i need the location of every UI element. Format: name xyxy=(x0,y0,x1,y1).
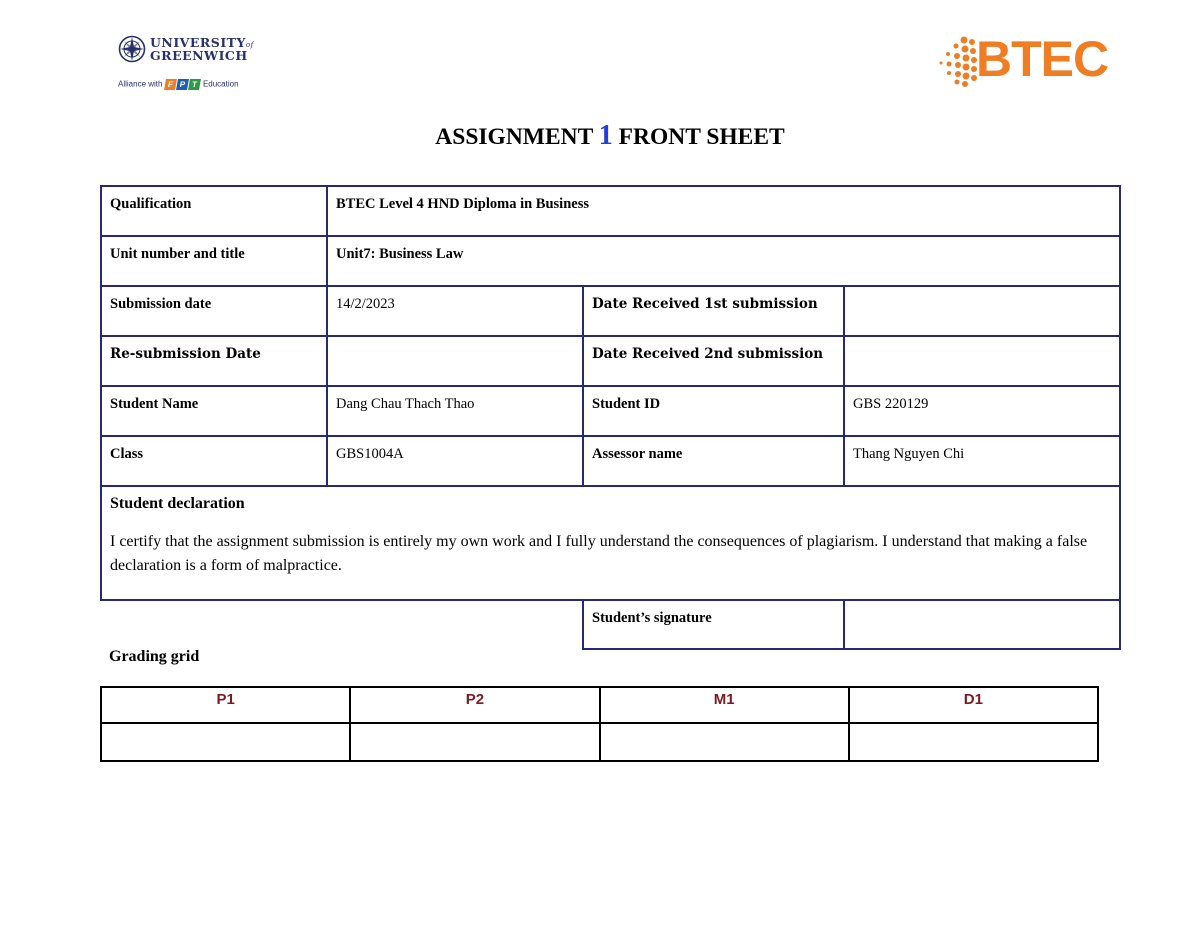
assessor-value[interactable]: Thang Nguyen Chi xyxy=(844,436,1120,486)
class-value[interactable]: GBS1004A xyxy=(327,436,583,486)
date-received-2-value[interactable] xyxy=(844,336,1120,386)
grade-value-m1[interactable] xyxy=(600,723,849,761)
row-signature xyxy=(101,600,1120,649)
grade-header-m1: M1 xyxy=(600,687,849,723)
row-resubmission xyxy=(101,336,1120,386)
grading-grid-table xyxy=(100,686,1099,762)
class-label: Class xyxy=(101,436,327,486)
fpt-letter-t: T xyxy=(188,79,201,90)
compass-seal-icon xyxy=(118,35,146,63)
row-unit xyxy=(101,236,1120,286)
alliance-suffix: Education xyxy=(202,79,239,89)
date-received-2-label: Date Received 2nd submission xyxy=(583,336,844,386)
signature-label: Student’s signature xyxy=(583,600,844,649)
qualification-value: BTEC Level 4 HND Diploma in Business xyxy=(327,186,1120,236)
grade-value-p1[interactable] xyxy=(101,723,350,761)
row-declaration xyxy=(101,486,1120,600)
grading-grid-label: Grading grid xyxy=(109,648,200,665)
grade-header-p2: P2 xyxy=(350,687,599,723)
title-number: 1 xyxy=(598,120,613,151)
declaration-label: Student declaration xyxy=(110,495,245,512)
btec-wordmark: BTEC xyxy=(976,31,1109,87)
title-suffix: FRONT SHEET xyxy=(618,124,785,150)
declaration-text: I certify that the assignment submission is entirely my own work and I fully understand the consequences of plagiarism. I understand that making a false declaration is a form of malpractice. xyxy=(110,533,1088,574)
student-name-label: Student Name xyxy=(101,386,327,436)
submission-date-label: Submission date xyxy=(101,286,327,336)
date-received-1-label: Date Received 1st submission xyxy=(583,286,844,336)
logo-of-text: of xyxy=(245,41,254,49)
signature-spacer xyxy=(101,600,583,649)
row-submission-date xyxy=(101,286,1120,336)
unit-value: Unit7: Business Law xyxy=(327,236,1120,286)
signature-value[interactable] xyxy=(844,600,1120,649)
logo-university-text: UNIVERSITY xyxy=(150,35,246,50)
unit-label: Unit number and title xyxy=(101,236,327,286)
student-id-label: Student ID xyxy=(583,386,844,436)
qualification-label: Qualification xyxy=(101,186,327,236)
resubmission-label: Re-submission Date xyxy=(101,336,327,386)
row-qualification xyxy=(101,186,1120,236)
student-name-value[interactable]: Dang Chau Thach Thao xyxy=(327,386,583,436)
btec-logo xyxy=(936,31,1126,90)
fpt-letter-f: F xyxy=(164,79,177,90)
submission-date-value[interactable]: 14/2/2023 xyxy=(327,286,583,336)
resubmission-value[interactable] xyxy=(327,336,583,386)
fpt-letter-p: P xyxy=(176,79,189,90)
row-class xyxy=(101,436,1120,486)
student-id-value[interactable]: GBS 220129 xyxy=(844,386,1120,436)
alliance-prefix: Alliance with xyxy=(118,79,163,89)
assessor-label: Assessor name xyxy=(583,436,844,486)
grade-value-p2[interactable] xyxy=(350,723,599,761)
grade-value-d1[interactable] xyxy=(849,723,1098,761)
grade-header-p1: P1 xyxy=(101,687,350,723)
page-title xyxy=(0,120,1200,152)
declaration-cell xyxy=(101,486,1120,600)
btec-dots-icon xyxy=(936,34,978,90)
grade-header-d1: D1 xyxy=(849,687,1098,723)
title-prefix: ASSIGNMENT xyxy=(435,124,593,150)
date-received-1-value[interactable] xyxy=(844,286,1120,336)
grading-header-row xyxy=(101,687,1098,723)
alliance-with-fpt xyxy=(118,79,239,90)
row-student-name xyxy=(101,386,1120,436)
logo-greenwich-text: GREENWICH xyxy=(150,48,248,63)
university-of-greenwich-logo xyxy=(118,33,254,93)
grading-value-row xyxy=(101,723,1098,761)
front-sheet-table xyxy=(100,185,1121,650)
